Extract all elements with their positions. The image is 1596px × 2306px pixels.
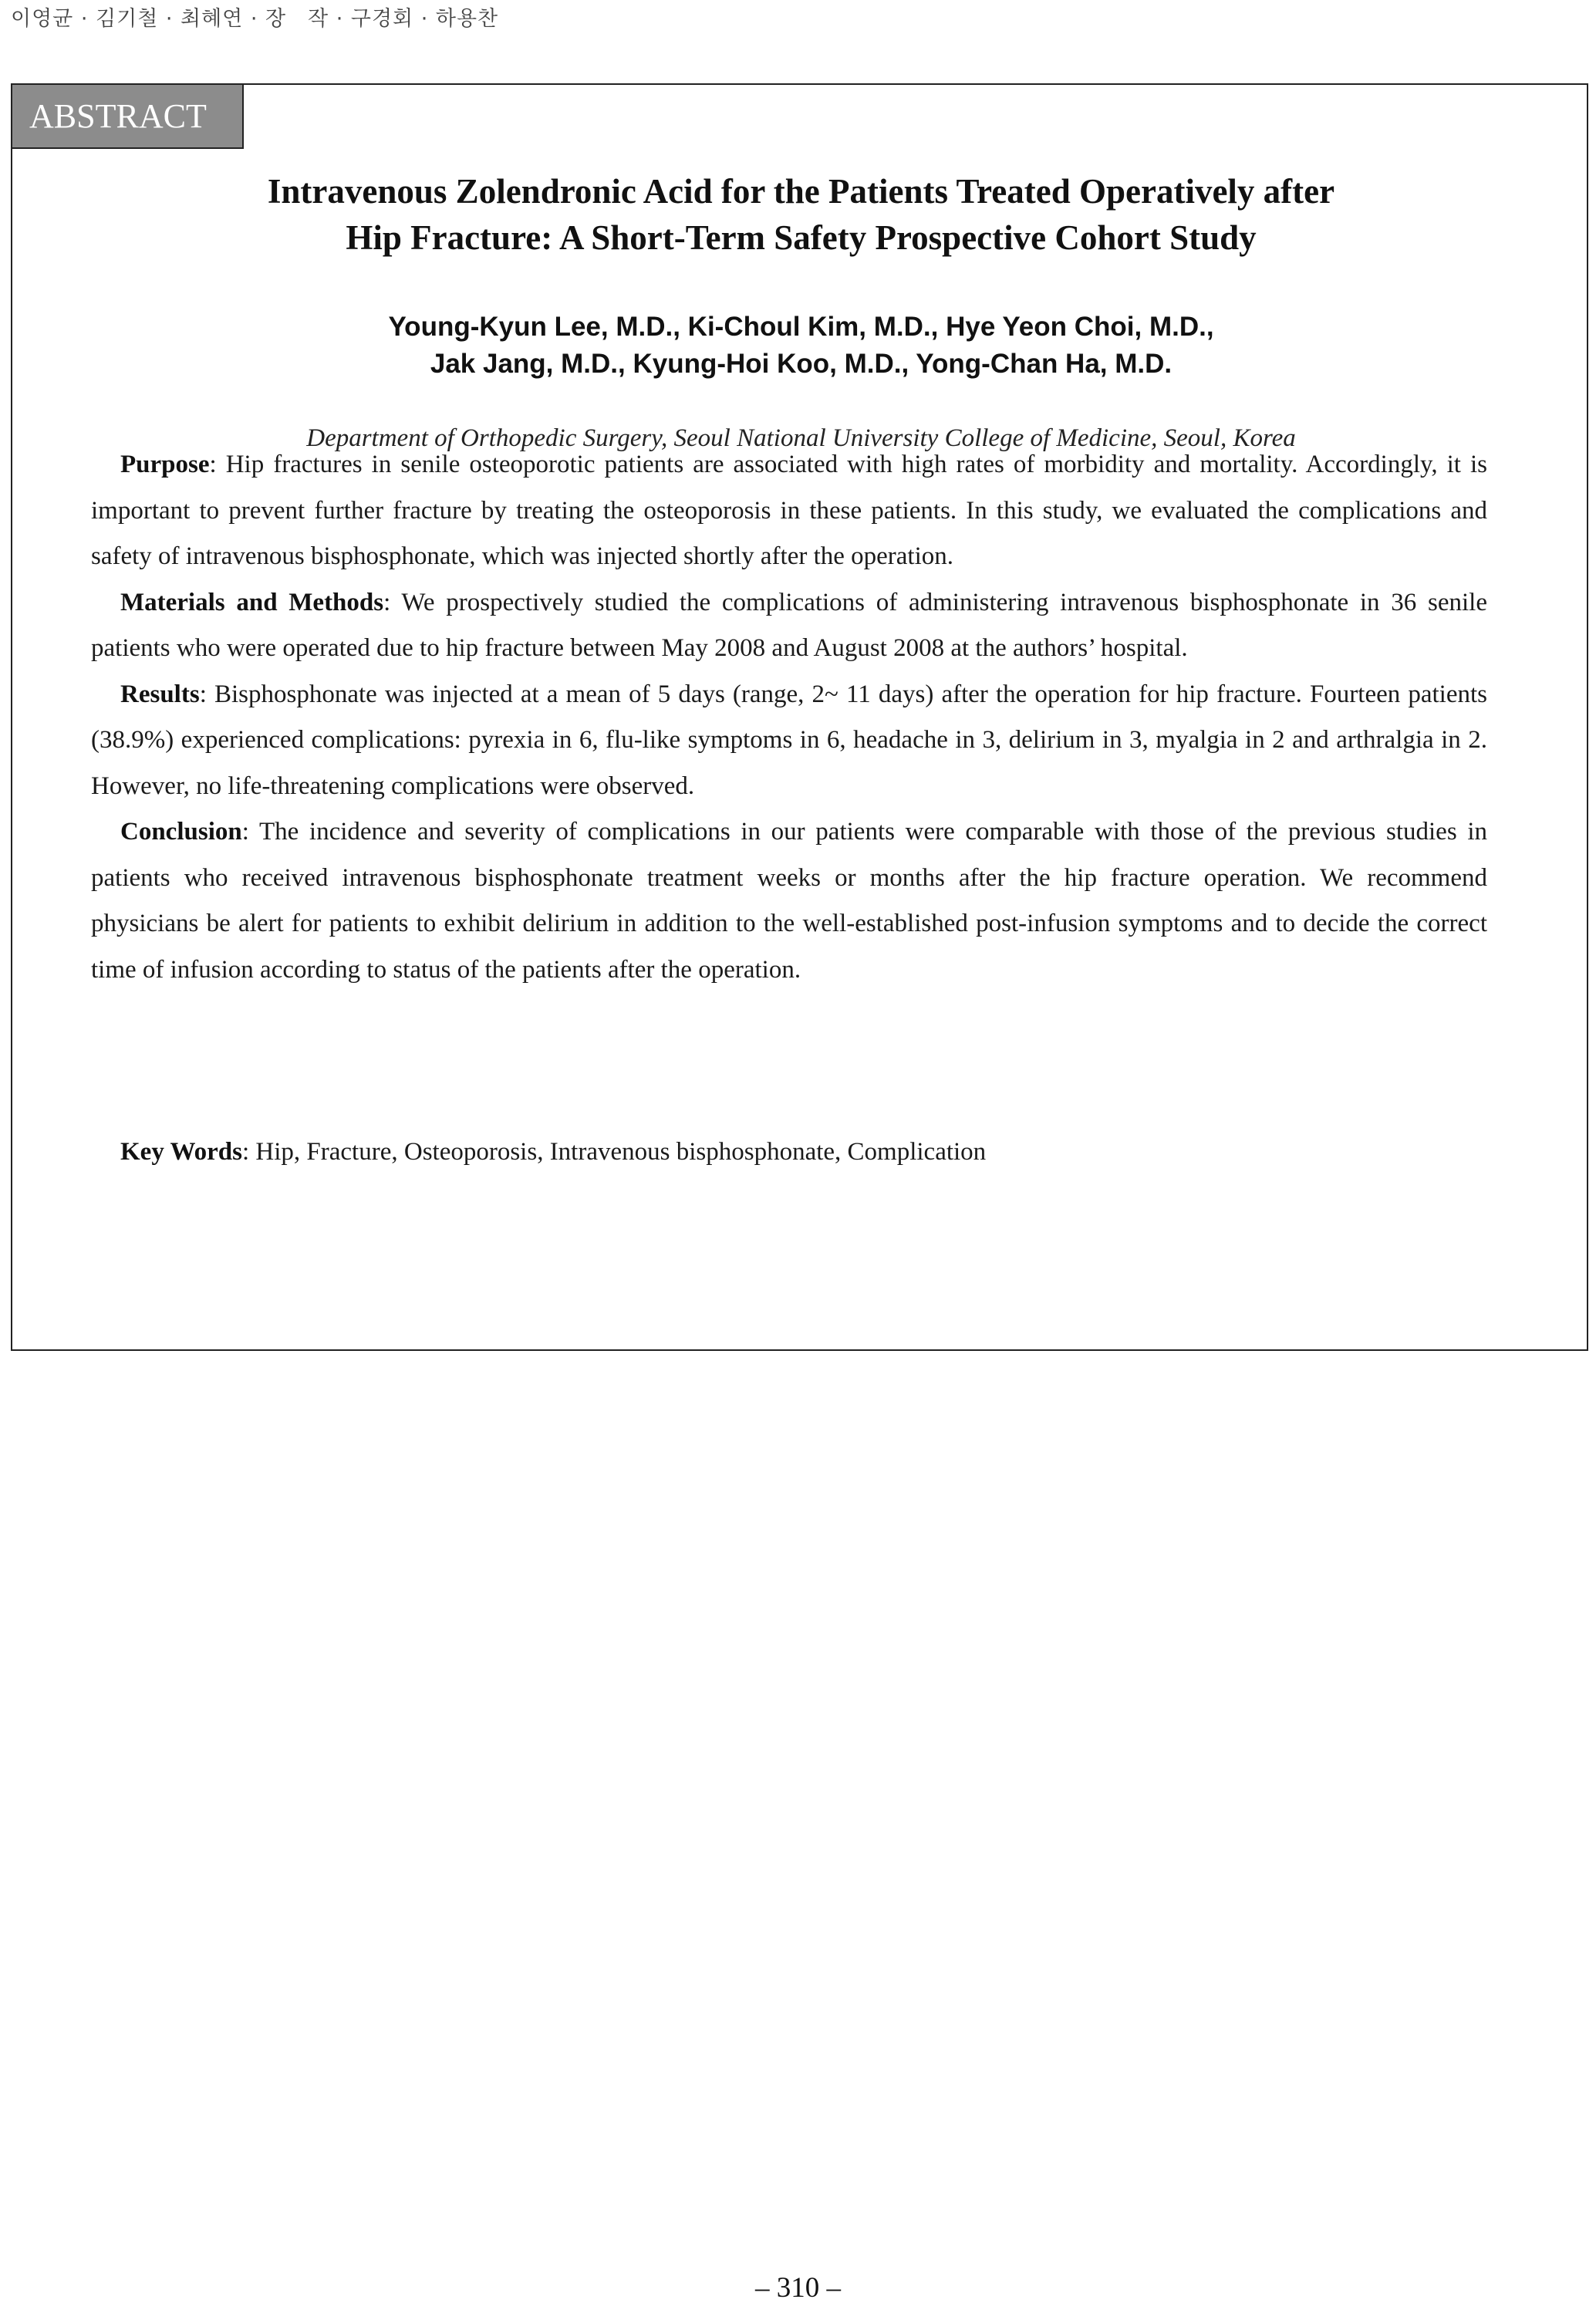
section-purpose	[91, 442, 1487, 580]
section-materials-methods	[91, 580, 1487, 672]
author-line-1: Young-Kyun Lee, M.D., Ki-Choul Kim, M.D., Hye Yeon Choi, M.D.,	[388, 312, 1214, 342]
section-text: : The incidence and severity of complications in our patients were comparable with those of the previous studies in patients who received intravenous bisphosphonate treatment weeks or months after the hip fracture operation. We recommend physicians be alert for patients to exhibit delirium in addition to the well-established post-infusion symptoms and to decide the correct time of infusion according to status of the patients after the operation.	[91, 818, 1487, 984]
affiliation: Department of Orthopedic Surgery, Seoul National University College of Medicine, Seoul, Korea	[306, 424, 1296, 452]
abstract-body	[91, 442, 1487, 993]
section-text: : We prospectively studied the complications of administering intravenous bisphosphonate in 36 senile patients who were operated due to hip fracture between May 2008 and August 2008 at the authors’ hospital.	[91, 588, 1487, 662]
page-number: – 310 –	[755, 2272, 841, 2304]
paper-title-line-2: Hip Fracture: A Short-Term Safety Prospective Cohort Study	[346, 218, 1257, 257]
section-label: Conclusion	[120, 818, 242, 846]
section-conclusion	[91, 809, 1487, 993]
running-head-authors: 이영균 · 김기철 · 최혜연 · 장 작 · 구경회 · 하용찬	[11, 7, 499, 31]
author-line-2: Jak Jang, M.D., Kyung-Hoi Koo, M.D., Yong-Chan Ha, M.D.	[430, 349, 1173, 379]
key-words-label: Key Words	[120, 1138, 242, 1166]
key-words	[91, 1129, 1487, 1175]
section-results	[91, 672, 1487, 810]
author-list	[12, 309, 1590, 383]
abstract-tag: ABSTRACT	[12, 85, 244, 149]
section-label: Purpose	[120, 451, 210, 478]
section-text: : Bisphosphonate was injected at a mean of 5 days (range, 2~ 11 days) after the operation for hip fracture. Fourteen patients (38.9%) experienced complications: pyrexia in 6, flu-like symptoms in 6, headache in 3, delirium in 3, myalgia in 2 and arthralgia in 2. However, no life-threatening complications were observed.	[91, 680, 1487, 800]
key-words-text: : Hip, Fracture, Osteoporosis, Intravenous bisphosphonate, Complication	[242, 1138, 987, 1166]
paper-title	[12, 168, 1590, 261]
section-label: Materials and Methods	[120, 588, 384, 616]
section-text: : Hip fractures in senile osteoporotic patients are associated with high rates of morbidity and mortality. Accordingly, it is important to prevent further fracture by treating the osteoporosis in these patients. In this study, we evaluated the complications and safety of intravenous bisphosphonate, which was injected shortly after the operation.	[91, 451, 1487, 570]
paper-title-line-1: Intravenous Zolendronic Acid for the Patients Treated Operatively after	[267, 172, 1335, 211]
section-label: Results	[120, 680, 200, 708]
